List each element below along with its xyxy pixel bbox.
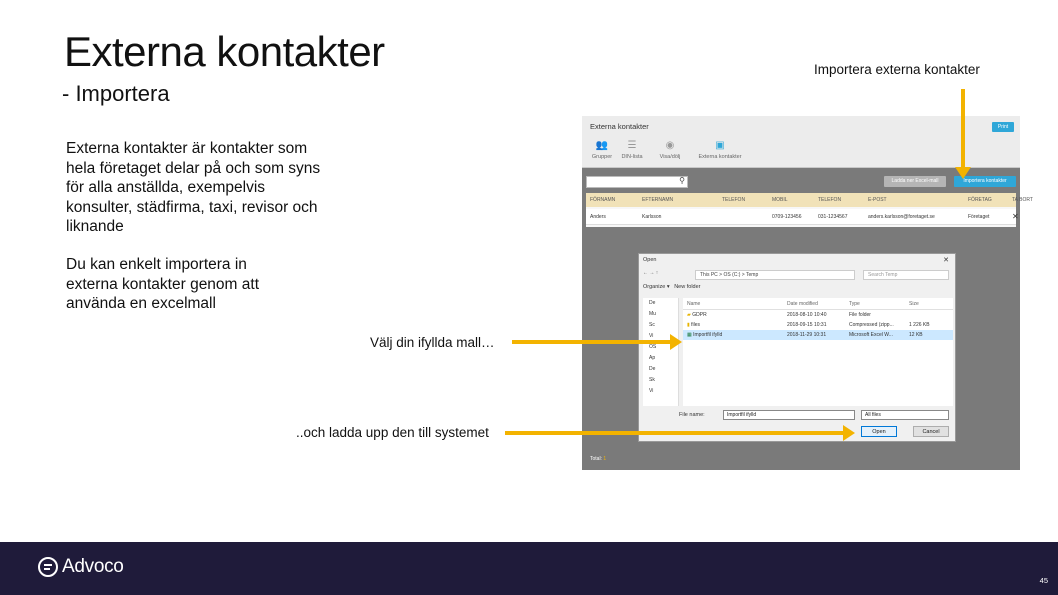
new-folder-button[interactable]: New folder <box>674 284 701 290</box>
arrow-to-open-button <box>505 431 845 435</box>
file-row[interactable]: ▰ GDPR 2018-08-10 10:40 File folder <box>687 312 871 318</box>
nav-item[interactable]: Vi <box>649 388 654 394</box>
forward-icon[interactable]: → <box>649 270 655 276</box>
footer-bar <box>0 542 1058 595</box>
dialog-title: Open <box>643 257 657 263</box>
table-row[interactable]: Anders Karlsson 0709-123456 031-1234567 anders.karlsson@foretaget.se Företaget ✕ <box>586 209 1016 225</box>
close-icon[interactable]: ✕ <box>943 257 949 264</box>
contacts-table <box>586 193 1033 227</box>
advoco-logo-icon <box>38 557 58 577</box>
open-file-dialog <box>638 253 956 442</box>
address-bar[interactable]: This PC > OS (C:) > Temp <box>695 270 855 280</box>
file-list-header: Name Date modified Type Size <box>683 298 953 310</box>
cancel-button[interactable]: Cancel <box>913 426 949 437</box>
callout-import: Importera externa kontakter <box>814 62 980 77</box>
nav-item[interactable]: Vi <box>649 333 654 339</box>
groups-icon: 👥 <box>595 140 609 151</box>
import-paragraph: Du kan enkelt importera in externa kontakter genom att använda en excelmall <box>66 256 260 312</box>
dialog-nav-pane <box>643 298 679 406</box>
toolbar-show-hide[interactable]: ◉ Visa/dölj <box>659 140 681 160</box>
app-toolbar <box>582 116 1020 168</box>
nav-item[interactable]: De <box>649 366 656 372</box>
app-window-title: Externa kontakter <box>590 122 649 131</box>
total-count: Total: 1 <box>590 456 607 462</box>
toolbar-din-list[interactable]: ☰ DIN-lista <box>621 140 643 160</box>
print-button[interactable]: Print <box>992 122 1014 132</box>
eye-icon: ◉ <box>665 140 675 151</box>
intro-paragraph: Externa kontakter är kontakter som hela företaget delar på och som syns för alla anställda, exempelvis konsulter, städfirma, taxi, revisor och liknande <box>66 140 321 235</box>
excel-icon: ▦ <box>687 332 692 338</box>
arrow-to-import-button <box>961 89 965 169</box>
toolbar-groups[interactable]: 👥 Grupper <box>591 140 613 160</box>
filetype-select[interactable]: All files <box>861 410 949 420</box>
callout-upload: ..och ladda upp den till systemet <box>296 425 489 440</box>
callout-select-template: Välj din ifyllda mall… <box>370 335 495 350</box>
search-icon: ⚲ <box>679 176 685 185</box>
back-icon[interactable]: ← <box>643 270 648 276</box>
nav-item[interactable]: OS <box>649 344 657 350</box>
nav-item[interactable]: De <box>649 300 656 306</box>
nav-item[interactable]: Sc <box>649 322 655 328</box>
slide-subtitle: - Importera <box>62 81 170 106</box>
folder-icon: ▰ <box>687 312 691 318</box>
page-number: 45 <box>1039 576 1048 585</box>
dialog-navbar <box>643 270 953 280</box>
file-list <box>683 298 953 406</box>
list-icon: ☰ <box>627 140 637 151</box>
up-icon[interactable]: ↑ <box>655 270 659 276</box>
contacts-icon: ▣ <box>715 140 725 151</box>
file-row-selected[interactable]: ▦ Importfil ifylld 2018-11-29 10:31 Microsoft Excel W... 12 KB <box>683 330 953 340</box>
arrow-to-file <box>512 340 672 344</box>
import-contacts-button[interactable]: Importera kontakter <box>954 176 1016 187</box>
delete-icon[interactable]: ✕ <box>1012 212 1019 221</box>
file-row[interactable]: ▮ files 2018-09-15 10:31 Compressed (zipp... 1 226 KB <box>687 322 930 328</box>
dialog-search-input[interactable]: Search Temp <box>863 270 949 280</box>
filename-input[interactable]: Importfil ifylld <box>723 410 855 420</box>
dialog-toolbar <box>643 284 953 294</box>
advoco-logo: Advoco <box>38 556 124 578</box>
open-button[interactable]: Open <box>861 426 897 437</box>
download-template-button[interactable]: Ladda ner Excel-mall <box>884 176 946 187</box>
toolbar-external-contacts[interactable]: ▣ Externa kontakter <box>698 140 742 160</box>
nav-item[interactable]: Ap <box>649 355 656 361</box>
nav-item[interactable]: Mu <box>649 311 656 317</box>
nav-item[interactable]: Sk <box>649 377 655 383</box>
organize-menu[interactable]: Organize ▾ <box>643 284 670 290</box>
table-header: FÖRNAMN EFTERNAMN TELEFON MOBIL TELEFON E-POST FÖRETAG TA BORT <box>586 193 1016 207</box>
contacts-search-input[interactable] <box>586 176 688 188</box>
slide-title: Externa kontakter <box>64 28 385 75</box>
filename-label: File name: <box>679 412 705 418</box>
zip-icon: ▮ <box>687 322 690 328</box>
